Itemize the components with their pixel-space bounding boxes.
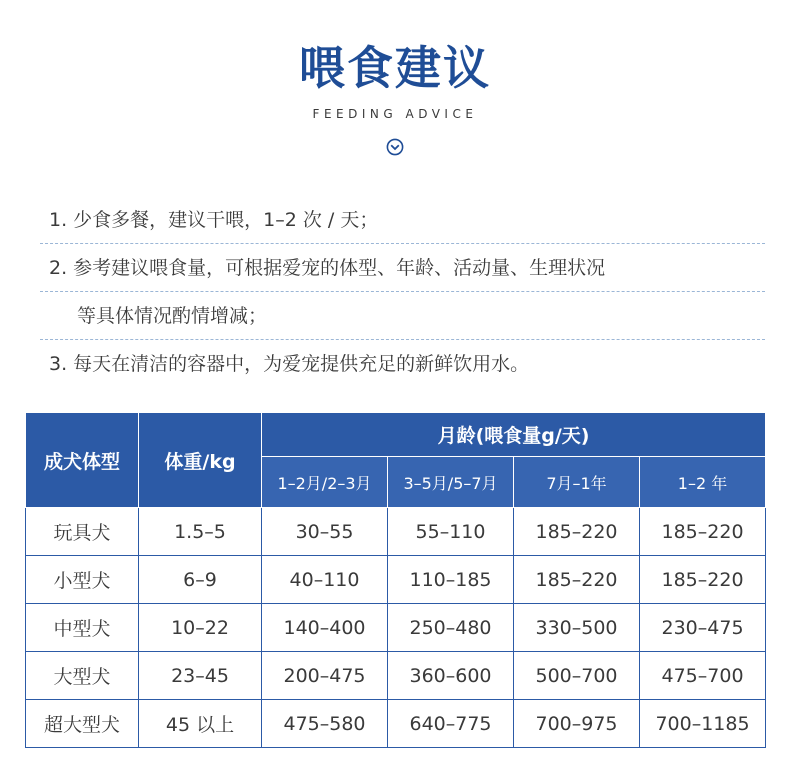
col-header-age: 7月–1年 <box>514 457 640 508</box>
col-header-type: 成犬体型 <box>26 413 139 508</box>
table-cell: 40–110 <box>262 556 388 604</box>
advice-item-1 <box>0 196 790 244</box>
table-row <box>26 508 766 556</box>
table-row <box>26 556 766 604</box>
table-cell: 大型犬 <box>26 652 139 700</box>
table-cell: 45 以上 <box>139 700 262 748</box>
table-cell: 200–475 <box>262 652 388 700</box>
table-cell: 30–55 <box>262 508 388 556</box>
page-title: 喂食建议 <box>299 41 491 95</box>
page-subtitle: FEEDING ADVICE <box>312 107 478 121</box>
advice-text: 2. 参考建议喂食量，可根据爱宠的体型、年龄、活动量、生理状况 <box>49 257 606 279</box>
col-header-weight: 体重/kg <box>139 413 262 508</box>
table-cell: 1.5–5 <box>139 508 262 556</box>
table-row <box>26 652 766 700</box>
table-cell: 23–45 <box>139 652 262 700</box>
chevron-down-circle-icon <box>386 138 404 156</box>
advice-item-2-cont <box>0 292 790 340</box>
advice-item-2 <box>0 244 790 292</box>
table-cell: 230–475 <box>640 604 766 652</box>
table-cell: 110–185 <box>388 556 514 604</box>
feeding-table <box>25 412 766 748</box>
table-cell: 185–220 <box>640 556 766 604</box>
col-header-age: 1–2月/2–3月 <box>262 457 388 508</box>
table-cell: 玩具犬 <box>26 508 139 556</box>
table-cell: 超大型犬 <box>26 700 139 748</box>
table-row <box>26 700 766 748</box>
table-cell: 55–110 <box>388 508 514 556</box>
table-cell: 6–9 <box>139 556 262 604</box>
col-header-age-group: 月龄(喂食量g/天) <box>262 413 766 457</box>
table-cell: 475–700 <box>640 652 766 700</box>
table-cell: 250–480 <box>388 604 514 652</box>
advice-item-3 <box>0 340 790 388</box>
table-cell: 10–22 <box>139 604 262 652</box>
table-cell: 185–220 <box>514 508 640 556</box>
table-cell: 140–400 <box>262 604 388 652</box>
table-cell: 185–220 <box>514 556 640 604</box>
table-cell: 500–700 <box>514 652 640 700</box>
col-header-age: 1–2 年 <box>640 457 766 508</box>
table-cell: 700–975 <box>514 700 640 748</box>
table-cell: 360–600 <box>388 652 514 700</box>
table-cell: 小型犬 <box>26 556 139 604</box>
table-cell: 中型犬 <box>26 604 139 652</box>
advice-text: 3. 每天在清洁的容器中，为爱宠提供充足的新鲜饮用水。 <box>49 353 530 375</box>
table-row <box>26 604 766 652</box>
table-cell: 640–775 <box>388 700 514 748</box>
col-header-age: 3–5月/5–7月 <box>388 457 514 508</box>
table-cell: 475–580 <box>262 700 388 748</box>
advice-text: 等具体情况酌情增减； <box>77 305 268 327</box>
table-cell: 330–500 <box>514 604 640 652</box>
table-cell: 700–1185 <box>640 700 766 748</box>
table-cell: 185–220 <box>640 508 766 556</box>
advice-text: 1. 少食多餐，建议干喂，1–2 次 / 天； <box>49 209 379 231</box>
